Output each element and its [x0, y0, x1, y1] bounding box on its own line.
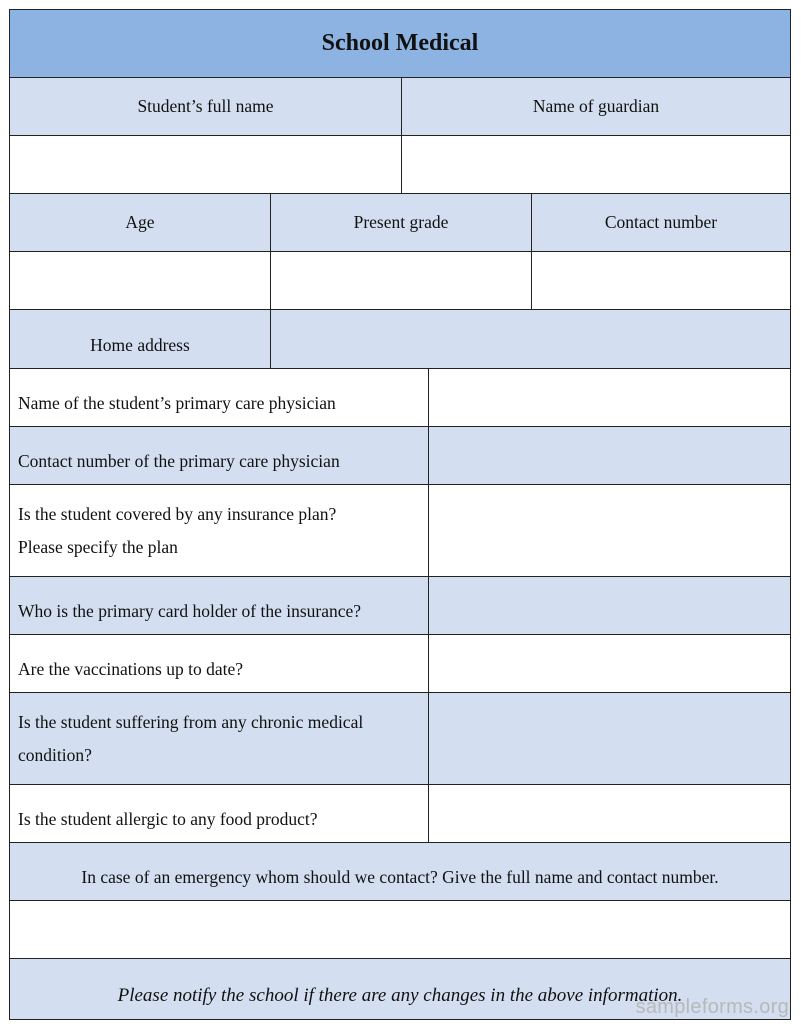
school-medical-form [9, 9, 791, 1020]
question-row [10, 427, 790, 485]
card-holder-field[interactable] [428, 577, 790, 634]
card-holder-label: Who is the primary card holder of the insurance? [18, 601, 362, 621]
physician-contact-label: Contact number of the primary care physician [18, 451, 340, 471]
insurance-specify-text: Please specify the plan [18, 536, 178, 557]
chronic-condition-label [10, 693, 428, 784]
form-title: School Medical [10, 10, 790, 77]
home-address-row [10, 310, 790, 369]
present-grade-field[interactable] [270, 252, 531, 309]
chronic-condition-field[interactable] [428, 693, 790, 784]
name-label-row [10, 78, 790, 136]
question-row [10, 577, 790, 635]
emergency-contact-field[interactable] [10, 901, 790, 958]
physician-contact-field[interactable] [428, 427, 790, 484]
age-field[interactable] [10, 252, 270, 309]
footer-note: Please notify the school if there are any changes in the above information. [117, 984, 683, 1006]
home-address-field[interactable] [270, 310, 790, 368]
physician-name-field[interactable] [428, 369, 790, 426]
guardian-name-label: Name of guardian [401, 78, 790, 135]
emergency-input-row [10, 901, 790, 959]
insurance-question-text: Is the student covered by any insurance plan? [18, 503, 337, 524]
question-row [10, 693, 790, 785]
title-row [10, 10, 790, 78]
insurance-plan-label [10, 485, 428, 576]
name-input-row [10, 136, 790, 194]
student-name-field[interactable] [10, 136, 401, 193]
chronic-question-text-cont: condition? [18, 744, 92, 765]
student-name-label: Student’s full name [10, 78, 401, 135]
question-row [10, 485, 790, 577]
guardian-name-field[interactable] [401, 136, 790, 193]
vaccinations-label: Are the vaccinations up to date? [18, 659, 243, 679]
contact-number-label: Contact number [531, 194, 790, 251]
details-label-row [10, 194, 790, 252]
physician-name-label: Name of the student’s primary care physician [18, 393, 336, 413]
home-address-label: Home address [10, 310, 270, 368]
chronic-question-text: Is the student suffering from any chronic medical [18, 711, 364, 732]
insurance-plan-field[interactable] [428, 485, 790, 576]
food-allergy-label: Is the student allergic to any food product? [18, 809, 318, 829]
question-row [10, 785, 790, 843]
question-row [10, 635, 790, 693]
question-row [10, 369, 790, 427]
contact-number-field[interactable] [531, 252, 790, 309]
age-label: Age [10, 194, 270, 251]
emergency-label-row [10, 843, 790, 901]
details-input-row [10, 252, 790, 310]
watermark: sampleforms.org [635, 996, 789, 1018]
emergency-contact-label: In case of an emergency whom should we contact? Give the full name and contact number. [81, 867, 719, 887]
food-allergy-field[interactable] [428, 785, 790, 842]
present-grade-label: Present grade [270, 194, 531, 251]
vaccinations-field[interactable] [428, 635, 790, 692]
